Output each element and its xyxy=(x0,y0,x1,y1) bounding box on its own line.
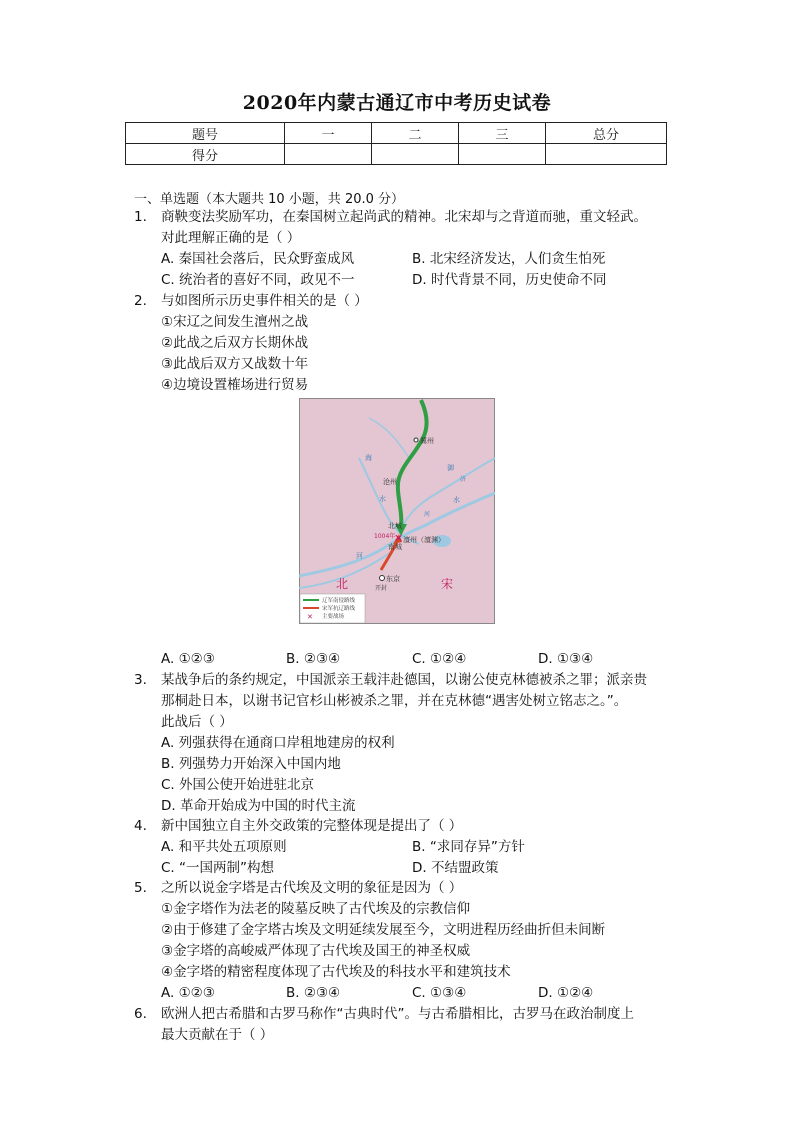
option-c[interactable]: C. “一国两制”构想 xyxy=(161,860,274,876)
city-dot xyxy=(380,576,385,581)
score-input-cell[interactable] xyxy=(546,144,667,165)
label-nancheng: 南城 xyxy=(388,543,402,551)
label-kaifeng: 开封 xyxy=(375,585,388,592)
table-row xyxy=(126,123,667,144)
option-d[interactable]: D. 不结盟政策 xyxy=(412,860,499,876)
question-text: 最大贡献在于（ ） xyxy=(161,1027,274,1043)
option-b[interactable]: B. “求同存异”方针 xyxy=(412,839,525,855)
section-heading: 一、单选题（本大题共 10 小题，共 20.0 分） xyxy=(134,192,405,207)
label-dongjing: 东京 xyxy=(386,575,400,583)
label-beicheng: 北城 xyxy=(388,522,402,530)
label-song: 宋 xyxy=(441,577,454,591)
question-text: 那桐赴日本，以谢书记官杉山彬被杀之罪，并在克林德“遇害处树立铭志之。”。 xyxy=(161,693,628,709)
statement-3: ③金字塔的高峻威严体现了古代埃及国王的神圣权威 xyxy=(161,943,471,959)
option-c[interactable]: C. 统治者的喜好不同，政见不一 xyxy=(161,272,355,288)
table-cell: 一 xyxy=(285,123,372,144)
map-background xyxy=(300,399,495,624)
label-ji: 济 xyxy=(460,476,467,483)
table-cell: 题号 xyxy=(126,123,285,144)
option-c[interactable]: C. ①③④ xyxy=(412,985,467,1001)
question-number: 6. xyxy=(134,1006,147,1022)
page-title: 2020年内蒙古通辽市中考历史试卷 xyxy=(242,92,552,114)
label-yu: 御 xyxy=(447,464,454,472)
label-he2: 河 xyxy=(424,511,431,518)
question-number: 4. xyxy=(134,818,147,834)
question-3 xyxy=(134,670,674,820)
option-a[interactable]: A. 列强获得在通商口岸租地建房的权利 xyxy=(161,735,395,751)
question-text: 与如图所示历史事件相关的是（ ） xyxy=(161,293,368,309)
question-number: 3. xyxy=(134,672,147,688)
option-a[interactable]: A. ①②③ xyxy=(161,651,215,667)
statement-2: ②由于修建了金字塔古埃及文明延续发展至今，文明进程历经曲折但未间断 xyxy=(161,922,606,938)
label-cangzhou: 沧州 xyxy=(383,478,397,486)
option-c[interactable]: C. 外国公使开始进驻北京 xyxy=(161,777,315,793)
legend-liao: 辽军南侵路线 xyxy=(322,598,356,604)
label-shui: 水 xyxy=(379,495,386,503)
statement-4: ④边境设置榷场进行贸易 xyxy=(161,377,309,393)
option-a[interactable]: A. ①②③ xyxy=(161,985,215,1001)
statement-4: ④金字塔的精密程度体现了古代埃及的科技水平和建筑技术 xyxy=(161,964,511,980)
score-input-cell[interactable] xyxy=(459,144,546,165)
option-d[interactable]: D. 革命开始成为中国的时代主流 xyxy=(161,798,356,814)
statement-3: ③此战后双方又战数十年 xyxy=(161,356,309,372)
option-b[interactable]: B. ②③④ xyxy=(286,985,341,1001)
label-bei: 北 xyxy=(336,577,349,591)
option-d[interactable]: D. ①③④ xyxy=(538,651,594,667)
legend-battle: 主要战场 xyxy=(322,614,345,620)
legend-battle-icon: ✕ xyxy=(307,613,313,621)
statement-1: ①宋辽之间发生澶州之战 xyxy=(161,314,309,330)
question-4 xyxy=(134,816,674,882)
option-d[interactable]: D. 时代背景不同，历史使命不同 xyxy=(412,272,607,288)
question-6 xyxy=(134,1004,674,1048)
table-cell: 三 xyxy=(459,123,546,144)
battle-mark: ✕ xyxy=(394,532,404,545)
question-text: 欧洲人把古希腊和古罗马称作“古典时代”。与古希腊相比，古罗马在政治制度上 xyxy=(161,1006,634,1022)
score-input-cell[interactable] xyxy=(285,144,372,165)
question-text: 此战后（ ） xyxy=(161,714,233,730)
label-year: 1004年 xyxy=(374,533,396,540)
question-text: 商鞅变法奖励军功，在秦国树立起尚武的精神。北宋却与之背道而驰，重文轻武。 xyxy=(161,209,647,225)
option-a[interactable]: A. 秦国社会落后，民众野蛮成风 xyxy=(161,251,355,267)
table-cell: 总分 xyxy=(546,123,667,144)
score-input-cell[interactable] xyxy=(372,144,459,165)
question-2-options xyxy=(134,649,674,671)
option-b[interactable]: B. 北宋经济发达，人们贪生怕死 xyxy=(412,251,606,267)
score-table xyxy=(125,122,667,165)
question-2 xyxy=(134,291,674,391)
option-c[interactable]: C. ①②④ xyxy=(412,651,467,667)
question-number: 5. xyxy=(134,880,147,896)
question-text: 某战争后的条约规定，中国派亲王载沣赴德国，以谢公使克林德被杀之罪；派亲贵 xyxy=(161,672,647,688)
question-number: 2. xyxy=(134,293,147,309)
option-b[interactable]: B. 列强势力开始深入中国内地 xyxy=(161,756,341,772)
city-dot xyxy=(414,438,418,442)
table-row xyxy=(126,144,667,165)
label-chanzhou: 澶州（澶渊） xyxy=(403,536,445,544)
legend-song: 宋军抗辽路线 xyxy=(322,606,356,612)
table-cell: 得分 xyxy=(126,144,285,165)
statement-2: ②此战之后双方长期休战 xyxy=(161,335,309,351)
table-cell: 二 xyxy=(372,123,459,144)
label-he: 河 xyxy=(356,552,363,560)
statement-1: ①金字塔作为法老的陵墓反映了古代埃及的宗教信仰 xyxy=(161,901,471,917)
question-text: 新中国独立自主外交政策的完整体现是提出了（ ） xyxy=(161,818,463,834)
option-d[interactable]: D. ①②④ xyxy=(538,985,594,1001)
label-shui2: 水 xyxy=(453,496,460,504)
option-a[interactable]: A. 和平共处五项原则 xyxy=(161,839,287,855)
question-number: 1. xyxy=(134,209,147,225)
map-figure xyxy=(299,398,495,624)
question-text: 对此理解正确的是（ ） xyxy=(161,230,301,246)
label-hai: 海 xyxy=(365,454,372,462)
question-text: 之所以说金字塔是古代埃及文明的象征是因为（ ） xyxy=(161,880,463,896)
option-b[interactable]: B. ②③④ xyxy=(286,651,341,667)
label-jizhou: 冀州 xyxy=(420,437,434,445)
question-5 xyxy=(134,878,694,1008)
question-1 xyxy=(134,207,674,297)
